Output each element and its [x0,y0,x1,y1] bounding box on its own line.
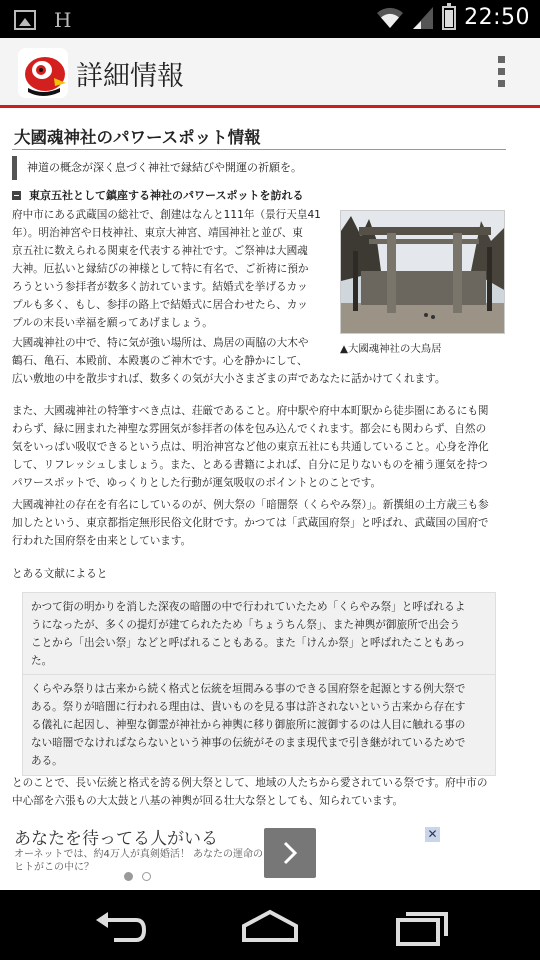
status-left [14,8,71,32]
pager-dot[interactable] [142,872,151,881]
recent-apps-icon[interactable] [394,906,450,946]
quote-line: た。 [31,655,53,667]
paragraph-6 [12,774,487,810]
quote-line: ある。祭りが暗闇に行われる理由は、貴いものを見る事は許されないという古来から存在す [31,701,466,713]
ad-pager [124,872,151,881]
text-line: 加したという、東京都指定無形民俗文化財です。かつては「武蔵国府祭」と呼ばれ、武蔵国の国府で [12,517,489,529]
text-line: 鶴石、亀石、本殿前、本殿裏のご神木です。心を静かにして、 [12,355,308,367]
quote-line: うになったが、多くの提灯が建てられたため「ちょうちん祭」、また神輿が御旅所で出会う [31,619,461,631]
system-nav-bar [0,890,540,960]
page-title: 大國魂神社のパワースポット情報 [14,128,261,147]
text-line: とある文献によると [12,568,108,580]
overflow-menu-icon[interactable] [498,56,506,92]
ad-banner[interactable] [0,822,540,890]
text-line: 年）。明治神宮や日枝神社、東京大神宮、靖国神社と並び、東 [12,227,303,239]
gallery-icon [14,10,36,30]
text-line: ろうという参拝者が数多く訪れています。結婚式を挙げるカッ [12,281,308,293]
ad-body-line: オーネットでは、約4万人が真剣婚活！ あなたの運命の [14,849,264,860]
text-line: わらず、緑に囲まれた神聖な雰囲気が参拝者の体を包み込んでくれます。都会にも関わらず、自然の [12,423,487,435]
section-heading-text: 東京五社として鎮座する神社のパワースポットを訪れる [29,189,304,202]
collapse-icon [12,191,21,200]
text-line: 大國魂神社の存在を有名にしているのが、例大祭の「暗闇祭（くらやみ祭）」。新撰組の土方歳三も参 [12,499,489,511]
text-line: 大國魂神社の中で、特に気が強い場所は、鳥居の両脇の大木や [12,337,309,349]
text-line: 大神。厄払いと縁結びの神様として特に有名で、ご祈祷に預か [12,263,309,275]
paragraph-4 [12,496,489,550]
quote-block-1 [22,592,496,676]
ad-body-line: ヒトがこの中に？ [14,862,94,873]
app-title: 詳細情報 [76,61,184,92]
text-line: 府中市にある武蔵国の総社で、創建はなんと111年（景行天皇41 [12,209,321,221]
quote-line: る儀礼に起因し、神聖な御霊が神社から神輿に移り御旅所に渡御するのは人目に触れる事の [31,719,466,731]
quote-line: ことから「出会い祭」などと呼ばれることもある。また「けんか祭」と呼ばれたこともあっ [31,637,466,649]
quote-line: かつて街の明かりを消した深夜の暗闇の中で行われていたため「くらやみ祭」と呼ばれるよ [31,601,466,613]
app-bar [0,38,540,108]
home-icon[interactable] [240,906,300,946]
wifi-icon [376,7,404,29]
paragraph-1 [12,206,321,332]
text-line: して、リフレッシュしましょう。また、とある書籍によれば、自分に足りないものを補う運気を持つ [12,459,488,471]
quote-line: くらやみ祭りは古来から続く格式と伝統を垣間みる事のできる国府祭を起源とする例大祭で [31,683,466,695]
ad-title[interactable]: あなたを待ってる人がいる [14,829,218,849]
paragraph-2 [12,334,446,388]
text-line: プルも多く、もし、参拝の路上で結婚式に居合わせたら、カッ [12,299,308,311]
text-line: 行われた国府祭を由来としています。 [12,535,192,547]
quote-block-2 [22,674,496,776]
quote-line: ない暗闇でなければならないという神事の伝統がそのまま現代まで引き継がれているためで [31,737,466,749]
lead-text: 神道の概念が深く息づく神社で縁結びや開運の祈願を。 [12,156,506,180]
text-line: とのことで、長い伝統と格式を誇る例大祭として、地域の人たちから愛されている祭です。府中市の [12,777,488,789]
back-icon[interactable] [92,906,148,946]
ad-body[interactable] [14,848,264,874]
section-heading [12,187,303,203]
paragraph-5 [12,565,107,583]
status-right [376,5,530,30]
notification-h-letter: H [54,8,72,32]
text-line: また、大國魂神社の特筆すべき点は、荘厳であること。府中駅や府中本町駅から徒歩圏にあるにも関 [12,405,489,417]
shrine-torii-photo [340,210,505,334]
ad-close-button[interactable]: ✕ [425,827,440,842]
chevron-right-icon [264,828,316,878]
battery-icon [442,6,456,30]
article-content[interactable] [0,112,540,822]
app-logo-icon[interactable] [18,48,68,98]
clock: 22:50 [464,5,530,30]
photo-caption: ▲大國魂神社の大鳥居 [340,343,442,355]
text-line: プルの末長い幸福を願ってあげましょう。 [12,317,213,329]
quote-line: ある。 [31,755,63,767]
status-bar [0,0,540,38]
text-line: パワースポットで、ゆっくりとした行動が運気吸収のポイントとのことです。 [12,477,382,489]
pager-dot-active[interactable] [124,872,133,881]
ad-next-button[interactable] [264,828,316,878]
signal-icon [412,6,434,30]
paragraph-3 [12,402,489,492]
text-line: 中心部を六張もの大太鼓と八基の神輿が回る壮大な祭としても、知られています。 [12,795,404,807]
text-line: 京五社に数えられる関東を代表する神社です。ご祭神は大國魂 [12,245,308,257]
title-divider [12,149,506,150]
text-line: 気をいっぱい吸収できるという点は、明治神宮など他の東京五社にも共通していること。心身を浄化 [12,441,489,453]
text-line: 広い敷地の中を散歩すれば、数多くの気が大小さまざまの声であなたに話かけてくれます。 [12,373,446,385]
